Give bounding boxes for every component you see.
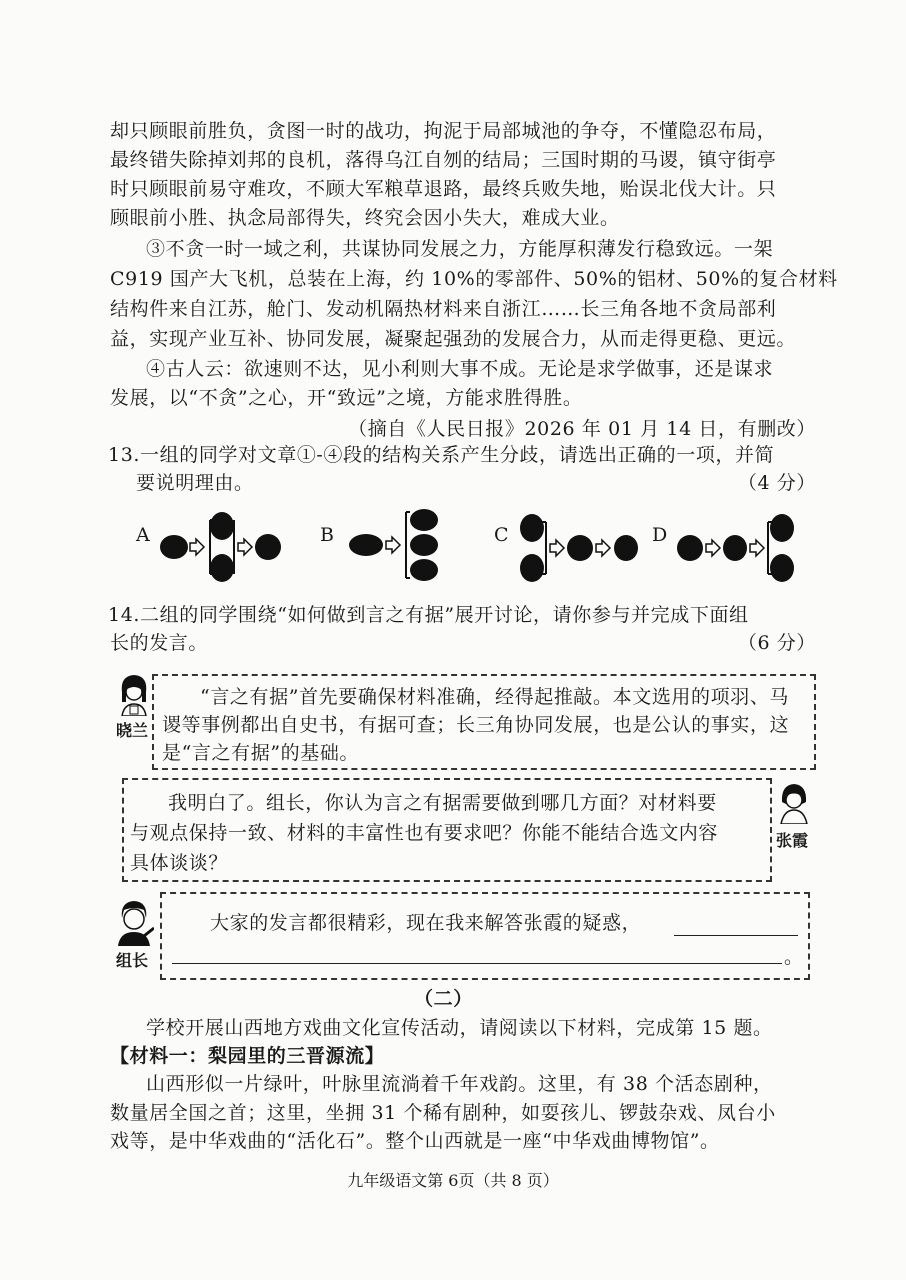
option-b-structure: [318, 508, 498, 588]
passage-line: 结构件来自江苏，舱门、发动机隔热材料来自浙江……长三角各地不贪局部利: [110, 298, 777, 320]
arrow: [550, 540, 564, 556]
arrow: [750, 540, 764, 556]
avatar-girl-icon: [776, 780, 812, 828]
speaker1-name: 晓兰: [116, 721, 149, 740]
passage-line: 发展，以“不贪”之心，开“致远”之境，方能求胜得胜。: [110, 387, 583, 409]
passage-line: 时只顾眼前易守难攻，不顾大军粮草退路，最终兵败失地，贻误北伐大计。只: [110, 178, 777, 200]
speech-line: 我明白了。组长，你认为言之有据需要做到哪几方面？对材料要: [168, 792, 717, 814]
arrow: [386, 537, 400, 553]
circle: [723, 535, 747, 561]
circle: [255, 534, 281, 560]
circle: [410, 509, 438, 531]
source-citation: （摘自《人民日报》2026 年 01 月 14 日，有删改）: [348, 418, 816, 440]
arrow: [706, 540, 720, 556]
end-mark: 。: [784, 946, 804, 968]
material-title: 【材料一：梨园里的三晋源流】: [110, 1045, 385, 1067]
q14-score: （6 分）: [737, 632, 816, 654]
circle: [349, 534, 383, 556]
q13-text: 13.一组的同学对文章①-④段的结构关系产生分歧，请选出正确的一项，并简: [108, 444, 775, 466]
arrow: [596, 540, 610, 556]
option-b-diagram[interactable]: [318, 508, 498, 588]
passage-line: C919 国产大飞机，总装在上海，约 10%的零部件、50%的铝材、50%的复合材料: [110, 268, 838, 290]
circle: [210, 554, 234, 582]
arrow: [238, 539, 252, 555]
section-intro: 学校开展山西地方戏曲文化宣传活动，请阅读以下材料，完成第 15 题。: [146, 1017, 773, 1039]
circle: [520, 554, 544, 582]
avatar-girl-icon: [116, 672, 152, 720]
option-c-label: C: [494, 524, 510, 546]
q13-score: （4 分）: [737, 472, 816, 494]
option-c-diagram[interactable]: [490, 508, 670, 588]
arrow: [190, 539, 204, 555]
speech-line: 大家的发言都很精彩，现在我来解答张霞的疑惑，: [210, 912, 642, 934]
passage-line: 却只顾眼前胜负，贪图一时的战功，拘泥于局部城池的争夺，不懂隐忍布局，: [110, 120, 777, 142]
speech-box-3: [160, 892, 810, 980]
speaker3-name: 组长: [116, 951, 149, 970]
material-line: 戏等，是中华戏曲的“活化石”。整个山西就是一座“中华戏曲博物馆”。: [110, 1130, 720, 1152]
circle: [210, 512, 234, 540]
circle: [677, 535, 703, 561]
passage-line: ④古人云：欲速则不达，见小利则大事不成。无论是求学做事，还是谋求: [146, 358, 774, 380]
speech-line: “言之有据”首先要确保材料准确，经得起推敲。本文选用的项羽、马: [200, 686, 790, 708]
page-footer: 九年级语文第 6页（共 8 页）: [347, 1171, 559, 1190]
circle: [567, 535, 593, 561]
circle: [614, 535, 638, 561]
material-line: 数量居全国之首；这里，坐拥 31 个稀有剧种，如耍孩儿、锣鼓杂戏、凤台小: [110, 1102, 776, 1124]
circle: [410, 534, 438, 556]
option-c-structure: [490, 508, 670, 588]
passage-line: 益，实现产业互补、协同发展，凝聚起强劲的发展合力，从而走得更稳、更远。: [110, 328, 797, 350]
avatar-leader-icon: [114, 898, 154, 950]
material-line: 山西形似一片绿叶，叶脉里流淌着千年戏韵。这里，有 38 个活态剧种，: [146, 1073, 773, 1095]
passage-line: 最终错失除掉刘邦的良机，落得乌江自刎的结局；三国时期的马谡，镇守街亭: [110, 149, 777, 171]
option-d-diagram[interactable]: [648, 508, 828, 588]
q14-text: 14.二组的同学围绕“如何做到言之有据”展开讨论，请你参与并完成下面组: [108, 604, 749, 626]
circle: [410, 559, 438, 581]
circle: [770, 554, 794, 582]
passage-line: 顾眼前小胜、执念局部得失，终究会因小失大，难成大业。: [110, 207, 620, 229]
q14-text: 长的发言。: [110, 632, 209, 654]
speech-line: 与观点保持一致、材料的丰富性也有要求吧？你能不能结合选文内容: [130, 822, 719, 844]
option-d-structure: [648, 508, 828, 588]
option-a-diagram[interactable]: [130, 508, 310, 588]
q13-text: 要说明理由。: [136, 472, 254, 494]
option-b-label: B: [320, 524, 335, 546]
speech-line: 谡等事例都出自史书，有据可查；长三角协同发展，也是公认的事实，这: [162, 714, 790, 736]
circle: [520, 514, 544, 542]
option-a-structure: [130, 508, 310, 588]
section-title: （二）: [414, 988, 473, 1010]
circle: [770, 514, 794, 542]
speech-line: 是“言之有据”的基础。: [162, 742, 360, 764]
passage-line: ③不贪一时一域之利，共谋协同发展之力，方能厚积薄发行稳致远。一架: [146, 238, 774, 260]
answer-blank[interactable]: [674, 934, 798, 936]
option-a-label: A: [136, 524, 151, 546]
answer-blank[interactable]: [172, 962, 782, 964]
speaker2-name: 张霞: [776, 831, 809, 850]
circle: [160, 535, 188, 559]
speech-line: 具体谈谈？: [130, 852, 229, 874]
option-d-label: D: [652, 524, 668, 546]
